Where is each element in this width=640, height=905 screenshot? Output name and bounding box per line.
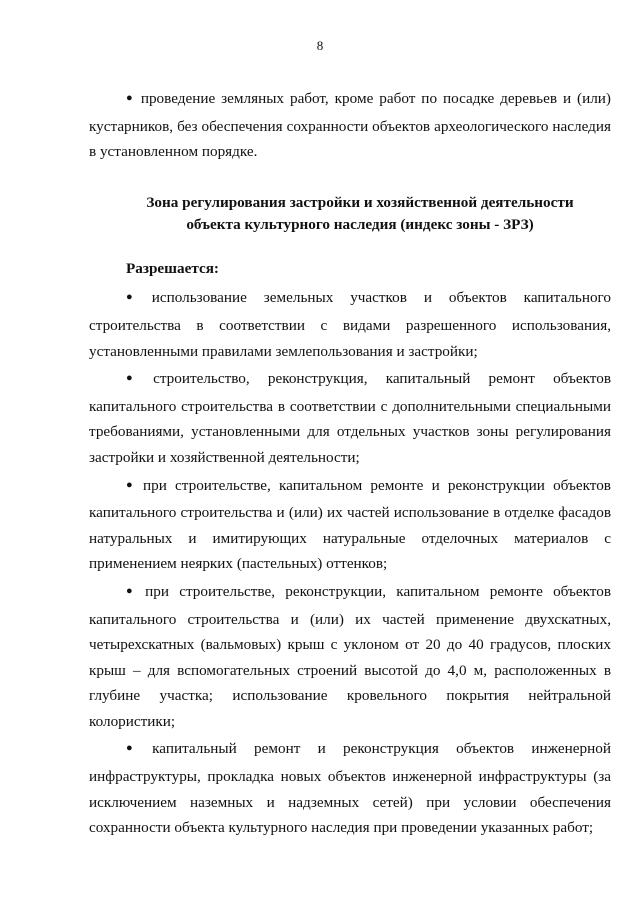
- bullet-marker: [126, 477, 143, 494]
- bullet-marker: [126, 90, 141, 107]
- intro-paragraph: [89, 86, 611, 165]
- page-number: 8: [316, 38, 324, 53]
- list-item-text: использование земельных участков и объектов капитального строительства в соответствии с видами разрешенного использования, установленными правилами землепользования и застройки;: [89, 289, 611, 360]
- list-item: [89, 736, 611, 840]
- bullet-marker: [126, 370, 153, 387]
- list-item: [89, 366, 611, 470]
- list-item-text: капитальный ремонт и реконструкция объектов инженерной инфраструктуры, прокладка новых объектов инженерной инфраструктуры (за исключением наземных и надземных сетей) при условии обеспечения сохранности объекта культурного наследия при проведении указанных работ;: [89, 740, 611, 837]
- bullet-marker: [126, 583, 145, 600]
- list-item: [89, 473, 611, 577]
- allowed-list: [89, 285, 611, 840]
- list-item-text: строительство, реконструкция, капитальный ремонт объектов капитального строительства в соответствии с дополнительными специальными требованиями, установленными для отдельных участков зоны регулирования застройки и хозяйственной деятельности;: [89, 370, 611, 466]
- list-item-text: при строительстве, реконструкции, капитальном ремонте объектов капитального строительства и (или) их частей применение двухскатных, четырехскатных (вальмовых) крыш с уклоном от 20 до 40 градусов, плоских крыш – для вспомогательных строений высотой до 4,0 м, расположенных в глубине участка; использование кровельного покрытия нейтральной колористики;: [89, 582, 611, 730]
- bullet-marker: [126, 289, 152, 306]
- list-item: [89, 579, 611, 735]
- page-content: [89, 86, 611, 843]
- intro-paragraph-text: проведение земляных работ, кроме работ по посадке деревьев и (или) кустарников, без обеспечения сохранности объектов археологического наследия в установленном порядке.: [89, 90, 611, 161]
- section-heading: Зона регулирования застройки и хозяйственной деятельности объекта культурного наследия (индекс зоны - ЗРЗ): [146, 193, 574, 233]
- list-item-text: при строительстве, капитальном ремонте и реконструкции объектов капитального строительства и (или) их частей использование в отделке фасадов натуральных и имитирующих натуральные отделочных материалов с применением неярких (пастельных) оттенков;: [89, 476, 611, 573]
- list-item: [89, 285, 611, 364]
- bullet-marker: [126, 740, 152, 757]
- allowed-label: Разрешается:: [126, 259, 219, 277]
